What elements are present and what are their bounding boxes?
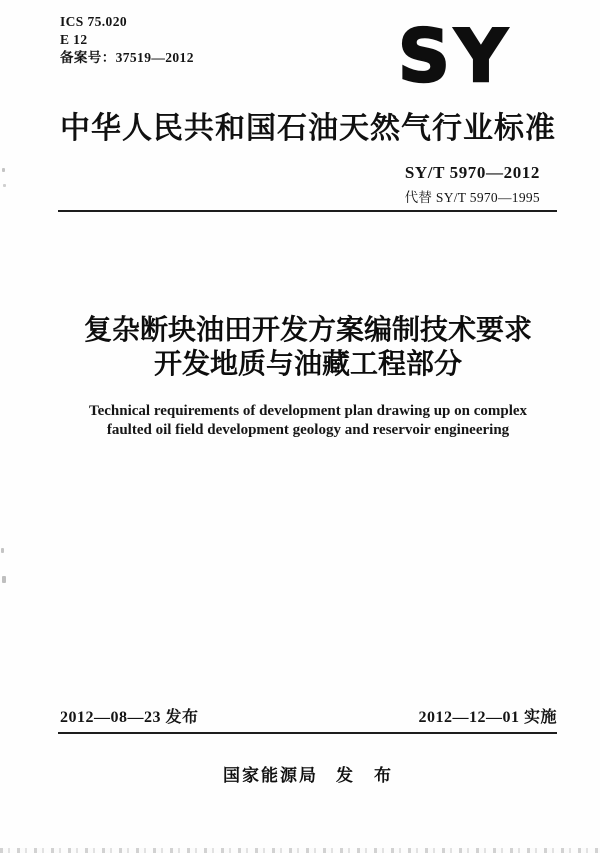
- english-title-line1: Technical requirements of development plan drawing up on complex: [88, 403, 528, 419]
- scan-speck: [3, 184, 6, 187]
- scan-edge-noise: [0, 848, 600, 853]
- ics-meta-block: [60, 13, 194, 67]
- chinese-title-line2: 开发地质与油藏工程部分: [153, 348, 462, 379]
- record-number: 备案号：37519—2012: [60, 50, 194, 65]
- standard-category-heading: 中华人民共和国石油天然气行业标准: [60, 112, 556, 145]
- standard-number-block: [405, 163, 540, 206]
- scan-speck: [2, 576, 6, 583]
- publisher-action: 发 布: [336, 766, 393, 785]
- dates-row: [60, 704, 557, 727]
- english-title-line2: faulted oil field development geology and reservoir engineering: [106, 422, 510, 438]
- sy-logo: SY: [398, 14, 512, 98]
- scan-speck: [2, 168, 5, 172]
- implementation-date: 2012—12—01 实施: [418, 709, 557, 726]
- publisher-org: 国家能源局: [223, 766, 318, 785]
- issue-date: 2012—08—23 发布: [60, 709, 199, 726]
- scan-speck: [1, 548, 4, 553]
- chinese-title: [58, 313, 558, 381]
- publisher-line: [58, 761, 558, 786]
- replaced-standard: 代替 SY/T 5970—1995: [404, 190, 540, 205]
- top-divider-rule: [58, 210, 557, 212]
- english-title: [58, 402, 558, 440]
- ics-code: ICS 75.020: [60, 14, 128, 29]
- doc-class-code: E 12: [60, 32, 88, 47]
- standard-number: SY/T 5970—2012: [404, 163, 540, 182]
- chinese-title-line1: 复杂断块油田开发方案编制技术要求: [83, 314, 532, 345]
- bottom-divider-rule: [58, 732, 557, 734]
